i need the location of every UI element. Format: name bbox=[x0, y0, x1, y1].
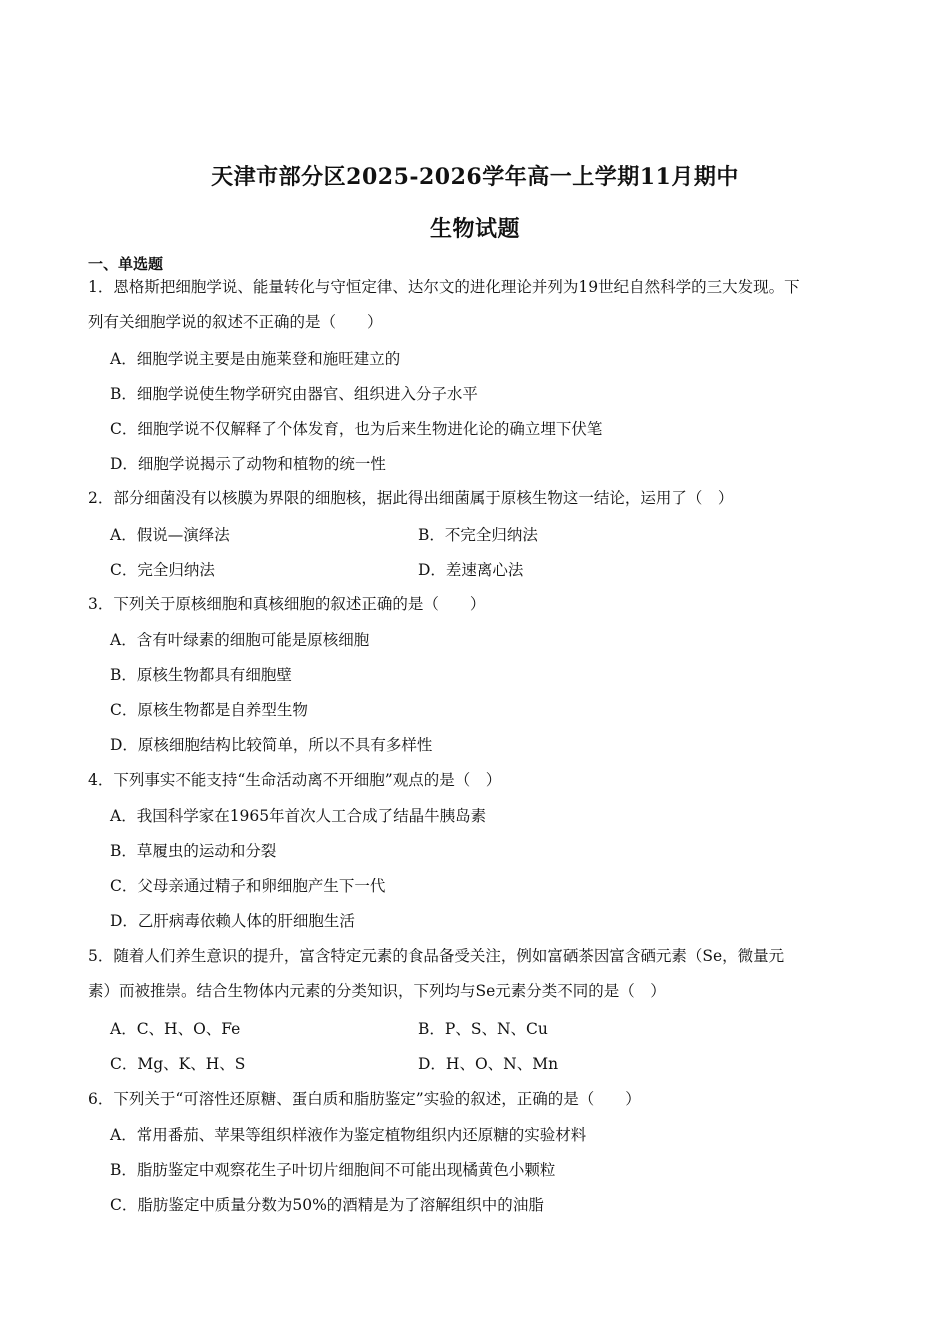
question-4-option-d: D．乙肝病毒依赖人体的肝细胞生活 bbox=[110, 912, 355, 930]
exam-subject: 生物试题 bbox=[429, 216, 520, 242]
question-6-stem: 6．下列关于“可溶性还原糖、蛋白质和脂肪鉴定”实验的叙述，正确的是（ ） bbox=[88, 1090, 641, 1108]
question-2-stem: 2．部分细菌没有以核膜为界限的细胞核，据此得出细菌属于原核生物这一结论，运用了（ ） bbox=[88, 489, 734, 507]
question-6-option-a: A．常用番茄、苹果等组织样液作为鉴定植物组织内还原糖的实验材料 bbox=[110, 1126, 587, 1144]
question-3-option-d: D．原核细胞结构比较简单，所以不具有多样性 bbox=[110, 736, 433, 754]
question-1-stem-line1: 1．恩格斯把细胞学说、能量转化与守恒定律、达尔文的进化理论并列为19世纪自然科学的三大发现。下 bbox=[88, 278, 800, 296]
question-5-option-a: A．C、H、O、Fe bbox=[110, 1020, 241, 1038]
question-4-option-c: C．父母亲通过精子和卵细胞产生下一代 bbox=[110, 877, 386, 895]
question-3-option-a: A．含有叶绿素的细胞可能是原核细胞 bbox=[110, 631, 370, 649]
question-4-stem: 4．下列事实不能支持“生命活动离不开细胞”观点的是（ ） bbox=[88, 771, 502, 789]
question-1-stem bbox=[88, 270, 863, 340]
question-1-option-d: D．细胞学说揭示了动物和植物的统一性 bbox=[110, 455, 386, 473]
question-5-stem bbox=[88, 939, 863, 1009]
question-1-option-b: B．细胞学说使生物学研究由器官、组织进入分子水平 bbox=[110, 385, 478, 403]
question-5-option-b: B．P、S、N、Cu bbox=[418, 1020, 548, 1038]
question-3-stem: 3．下列关于原核细胞和真核细胞的叙述正确的是（ ） bbox=[88, 595, 486, 613]
question-3-option-b: B．原核生物都具有细胞壁 bbox=[110, 666, 292, 684]
question-2-option-c: C．完全归纳法 bbox=[110, 561, 215, 579]
question-5-stem-line1: 5．随着人们养生意识的提升，富含特定元素的食品备受关注，例如富硒茶因富含硒元素（Se，微量元 bbox=[88, 947, 785, 965]
question-5-stem-line2: 素）而被推崇。结合生物体内元素的分类知识，下列均与Se元素分类不同的是（ ） bbox=[88, 982, 666, 1000]
question-5-option-c: C．Mg、K、H、S bbox=[110, 1055, 246, 1073]
exam-title: 天津市部分区2025-2026学年高一上学期11月期中 bbox=[211, 164, 739, 190]
question-1-option-c: C．细胞学说不仅解释了个体发育，也为后来生物进化论的确立埋下伏笔 bbox=[110, 420, 603, 438]
section-heading: 一、单选题 bbox=[88, 255, 164, 273]
question-2-option-a: A．假说—演绎法 bbox=[110, 526, 230, 544]
question-2-option-b: B．不完全归纳法 bbox=[418, 526, 538, 544]
question-4-option-a: A．我国科学家在1965年首次人工合成了结晶牛胰岛素 bbox=[110, 807, 487, 825]
question-3-option-c: C．原核生物都是自养型生物 bbox=[110, 701, 308, 719]
question-4-option-b: B．草履虫的运动和分裂 bbox=[110, 842, 277, 860]
question-2-option-d: D．差速离心法 bbox=[418, 561, 524, 579]
question-1-stem-line2: 列有关细胞学说的叙述不正确的是（ ） bbox=[88, 313, 383, 331]
question-5-option-d: D．H、O、N、Mn bbox=[418, 1055, 559, 1073]
question-6-option-c: C．脂肪鉴定中质量分数为50%的酒精是为了溶解组织中的油脂 bbox=[110, 1196, 544, 1214]
question-6-option-b: B．脂肪鉴定中观察花生子叶切片细胞间不可能出现橘黄色小颗粒 bbox=[110, 1161, 556, 1179]
question-1-option-a: A．细胞学说主要是由施莱登和施旺建立的 bbox=[110, 350, 401, 368]
